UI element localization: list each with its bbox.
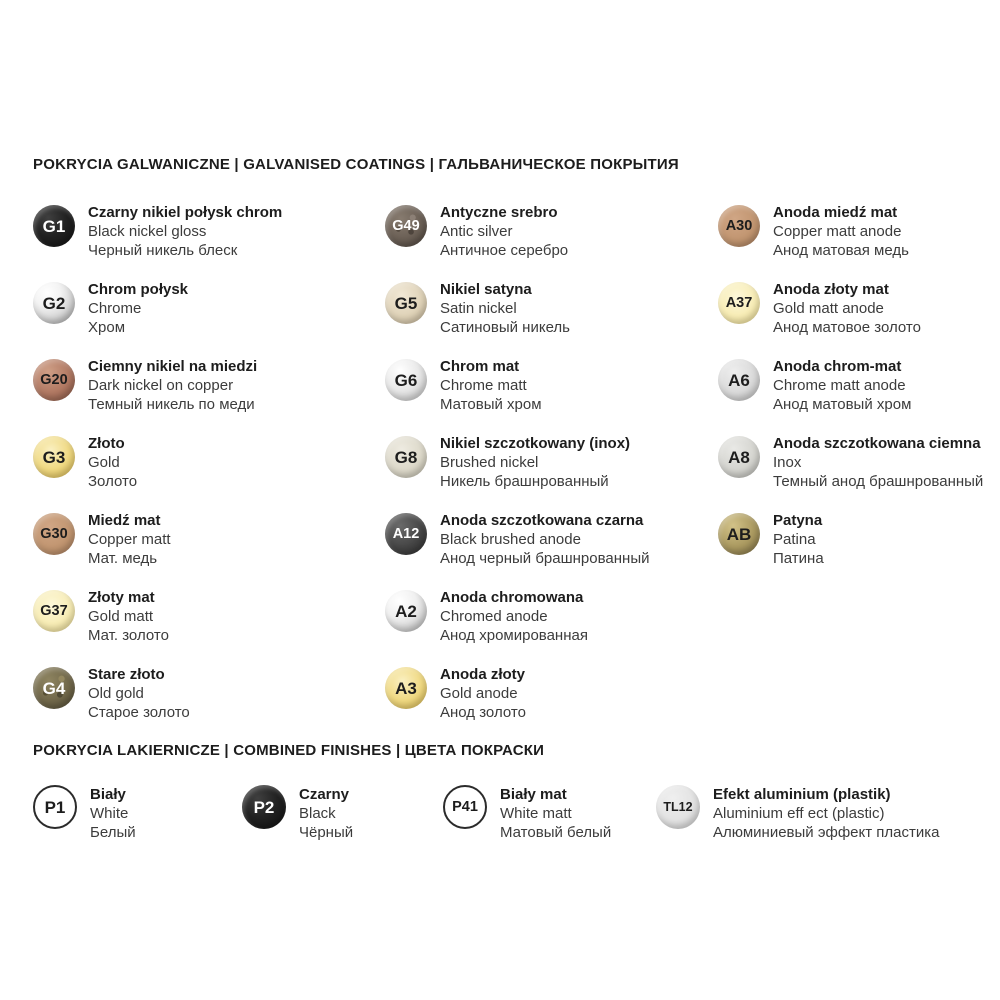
finish-swatch xyxy=(718,205,760,247)
finish-label-en: Copper matt anode xyxy=(773,223,902,240)
finish-code: A37 xyxy=(725,294,753,311)
finish-label-ru: Анод черный брашнрованный xyxy=(440,550,650,567)
finish-labels xyxy=(440,203,568,260)
finish-label-ru: Анод матовая медь xyxy=(773,242,909,259)
finish-label-ru: Хром xyxy=(88,319,126,336)
finish-label-pl: Chrom mat xyxy=(440,358,520,375)
finish-label-en: Patina xyxy=(773,531,816,548)
finish-label-en: Antic silver xyxy=(440,223,513,240)
finish-labels xyxy=(88,588,169,645)
finish-swatch xyxy=(385,205,427,247)
finish-label-ru: Старое золото xyxy=(88,704,190,721)
finish-labels xyxy=(440,434,630,491)
finish-label-en: White xyxy=(90,805,129,822)
finish-label-en: Chrome xyxy=(88,300,142,317)
finish-code: P41 xyxy=(452,798,478,815)
finish-label-en: Black brushed anode xyxy=(440,531,581,548)
finish-item xyxy=(33,665,282,725)
finish-label-pl: Antyczne srebro xyxy=(440,204,558,221)
finish-code: G8 xyxy=(394,447,418,467)
finish-label-en: Chromed anode xyxy=(440,608,548,625)
finish-label-ru: Анод матовое золото xyxy=(773,319,921,336)
finish-label-pl: Anoda chrom-mat xyxy=(773,358,902,375)
finish-label-ru: Мат. медь xyxy=(88,550,158,567)
finish-labels xyxy=(773,203,909,260)
finish-swatch xyxy=(443,785,487,829)
finish-item xyxy=(242,785,353,845)
finish-code: A6 xyxy=(728,370,750,390)
finish-swatch xyxy=(33,590,75,632)
finish-label-pl: Nikiel szczotkowany (inox) xyxy=(440,435,631,452)
finish-label-pl: Anoda szczotkowana ciemna xyxy=(773,435,981,452)
finish-label-ru: Анод золото xyxy=(440,704,526,721)
finish-labels xyxy=(773,511,824,568)
finish-item xyxy=(385,357,649,417)
finish-item xyxy=(385,434,649,494)
finish-item xyxy=(33,434,282,494)
finish-labels xyxy=(440,280,570,337)
finish-label-en: Black nickel gloss xyxy=(88,223,207,240)
finish-label-ru: Золото xyxy=(88,473,138,490)
finish-label-ru: Античное серебро xyxy=(440,242,569,259)
finish-labels xyxy=(440,511,649,568)
finish-item xyxy=(33,785,136,845)
galvanised-column-1 xyxy=(33,203,282,742)
finish-label-en: Satin nickel xyxy=(440,300,517,317)
finish-swatch xyxy=(33,359,75,401)
finish-label-ru: Темный никель по меди xyxy=(88,396,255,413)
finish-label-pl: Złoty mat xyxy=(88,589,155,606)
finish-swatch xyxy=(33,667,75,709)
finish-code: AB xyxy=(726,524,752,544)
finish-label-pl: Miedź mat xyxy=(88,512,161,529)
finish-label-ru: Алюминиевый эффект пластика xyxy=(713,824,940,841)
finish-code: A3 xyxy=(395,678,417,698)
finish-swatch xyxy=(33,785,77,829)
finish-label-ru: Темный анод брашнрованный xyxy=(773,473,984,490)
finish-label-ru: Белый xyxy=(90,824,136,841)
finish-item xyxy=(718,203,983,263)
finish-labels xyxy=(440,357,542,414)
finish-item xyxy=(385,511,649,571)
finish-label-pl: Anoda chromowana xyxy=(440,589,584,606)
finish-code: G49 xyxy=(392,217,420,234)
finish-label-en: Old gold xyxy=(88,685,144,702)
finish-code: P1 xyxy=(44,797,66,817)
finish-code: G1 xyxy=(42,216,66,236)
finish-label-ru: Матовый белый xyxy=(500,824,612,841)
finish-label-pl: Czarny xyxy=(299,786,350,803)
finish-code: TL12 xyxy=(663,799,693,814)
finish-code: G20 xyxy=(40,371,68,388)
finish-swatch xyxy=(33,205,75,247)
finish-labels xyxy=(88,434,137,491)
finish-swatch xyxy=(718,436,760,478)
finish-labels xyxy=(773,357,911,414)
finish-labels xyxy=(88,280,188,337)
finish-code: A12 xyxy=(392,525,420,542)
finish-swatch xyxy=(385,513,427,555)
finish-label-en: Brushed nickel xyxy=(440,454,539,471)
finish-labels xyxy=(88,665,190,722)
finish-labels xyxy=(773,434,983,491)
finish-label-pl: Biały mat xyxy=(500,786,567,803)
finish-item xyxy=(33,357,282,417)
finish-label-en: Chrome matt xyxy=(440,377,527,394)
finish-item xyxy=(385,280,649,340)
finish-label-pl: Złoto xyxy=(88,435,125,452)
finish-label-en: Inox xyxy=(773,454,802,471)
finish-code: G37 xyxy=(40,602,68,619)
finish-item xyxy=(33,511,282,571)
finish-label-en: Dark nickel on copper xyxy=(88,377,234,394)
finish-labels xyxy=(773,280,921,337)
finish-item xyxy=(33,588,282,648)
finish-label-pl: Czarny nikiel połysk chrom xyxy=(88,204,283,221)
finish-labels xyxy=(440,665,526,722)
finish-labels xyxy=(440,588,588,645)
finish-swatch xyxy=(385,359,427,401)
finish-labels xyxy=(299,785,353,842)
finish-swatch xyxy=(718,282,760,324)
finish-item xyxy=(718,280,983,340)
finish-swatch xyxy=(33,436,75,478)
finish-code: A8 xyxy=(728,447,750,467)
finish-code: G2 xyxy=(42,293,66,313)
finish-label-ru: Анод хромированная xyxy=(440,627,588,644)
finish-code: G6 xyxy=(394,370,418,390)
finish-label-ru: Никель брашнрованный xyxy=(440,473,609,490)
finish-code: G3 xyxy=(42,447,66,467)
finish-label-pl: Anoda złoty xyxy=(440,666,525,683)
finish-swatch xyxy=(385,667,427,709)
finish-label-pl: Stare złoto xyxy=(88,666,165,683)
finish-item xyxy=(385,665,649,725)
finish-swatch xyxy=(718,513,760,555)
finish-labels xyxy=(90,785,136,842)
finish-labels xyxy=(500,785,611,842)
finish-item xyxy=(718,357,983,417)
finish-label-pl: Nikiel satyna xyxy=(440,281,532,298)
finish-label-pl: Anoda złoty mat xyxy=(773,281,889,298)
finish-item xyxy=(33,203,282,263)
finish-item xyxy=(718,434,983,494)
finish-code: G5 xyxy=(394,293,418,313)
galvanised-column-2 xyxy=(385,203,649,742)
finish-label-pl: Chrom połysk xyxy=(88,281,189,298)
finish-item xyxy=(33,280,282,340)
finish-item xyxy=(656,785,939,845)
finish-swatch xyxy=(718,359,760,401)
section-title-galvanised: POKRYCIA GALWANICZNE | GALVANISED COATINGS | ГАЛЬВАНИЧЕСКОЕ ПОКРЫТИЯ xyxy=(33,156,679,173)
finish-labels xyxy=(88,357,257,414)
finish-item xyxy=(718,511,983,571)
finish-label-en: Aluminium eff ect (plastic) xyxy=(713,805,885,822)
finish-label-pl: Patyna xyxy=(773,512,823,529)
galvanised-column-3 xyxy=(718,203,983,588)
finish-swatch xyxy=(385,436,427,478)
finish-label-ru: Сатиновый никель xyxy=(440,319,570,336)
finish-label-ru: Матовый хром xyxy=(440,396,542,413)
finish-label-ru: Мат. золото xyxy=(88,627,169,644)
finish-code: P2 xyxy=(253,797,275,817)
finish-swatch xyxy=(385,282,427,324)
finish-label-ru: Черный никель блеск xyxy=(88,242,238,259)
finish-label-ru: Чёрный xyxy=(299,824,354,841)
finish-labels xyxy=(713,785,939,842)
finish-code: A30 xyxy=(725,217,753,234)
finish-label-pl: Efekt aluminium (plastik) xyxy=(713,786,891,803)
finish-label-ru: Анод матовый хром xyxy=(773,396,912,413)
finish-label-pl: Ciemny nikiel na miedzi xyxy=(88,358,258,375)
finish-label-pl: Biały xyxy=(90,786,126,803)
finish-label-en: Gold anode xyxy=(440,685,518,702)
finish-labels xyxy=(88,203,282,260)
finish-swatch xyxy=(242,785,286,829)
finish-swatch xyxy=(656,785,700,829)
finish-swatch xyxy=(385,590,427,632)
finish-label-ru: Патина xyxy=(773,550,824,567)
lacquered-row xyxy=(0,785,1000,865)
finish-swatch xyxy=(33,282,75,324)
section-title-lacquered: POKRYCIA LAKIERNICZE | COMBINED FINISHES | ЦВЕТА ПОКРАСКИ xyxy=(33,742,545,759)
finish-code: G4 xyxy=(42,678,66,698)
finish-label-en: Gold xyxy=(88,454,120,471)
finish-item xyxy=(443,785,611,845)
finish-swatch xyxy=(33,513,75,555)
finish-label-en: Gold matt anode xyxy=(773,300,884,317)
finish-label-en: Black xyxy=(299,805,336,822)
finish-label-pl: Anoda miedź mat xyxy=(773,204,898,221)
finish-item xyxy=(385,203,649,263)
finish-label-pl: Anoda szczotkowana czarna xyxy=(440,512,644,529)
finish-code: G30 xyxy=(40,525,68,542)
finish-label-en: Chrome matt anode xyxy=(773,377,906,394)
finish-label-en: Copper matt xyxy=(88,531,171,548)
finish-label-en: Gold matt xyxy=(88,608,154,625)
finish-labels xyxy=(88,511,171,568)
finish-item xyxy=(385,588,649,648)
finish-label-en: White matt xyxy=(500,805,572,822)
finish-code: A2 xyxy=(395,601,417,621)
